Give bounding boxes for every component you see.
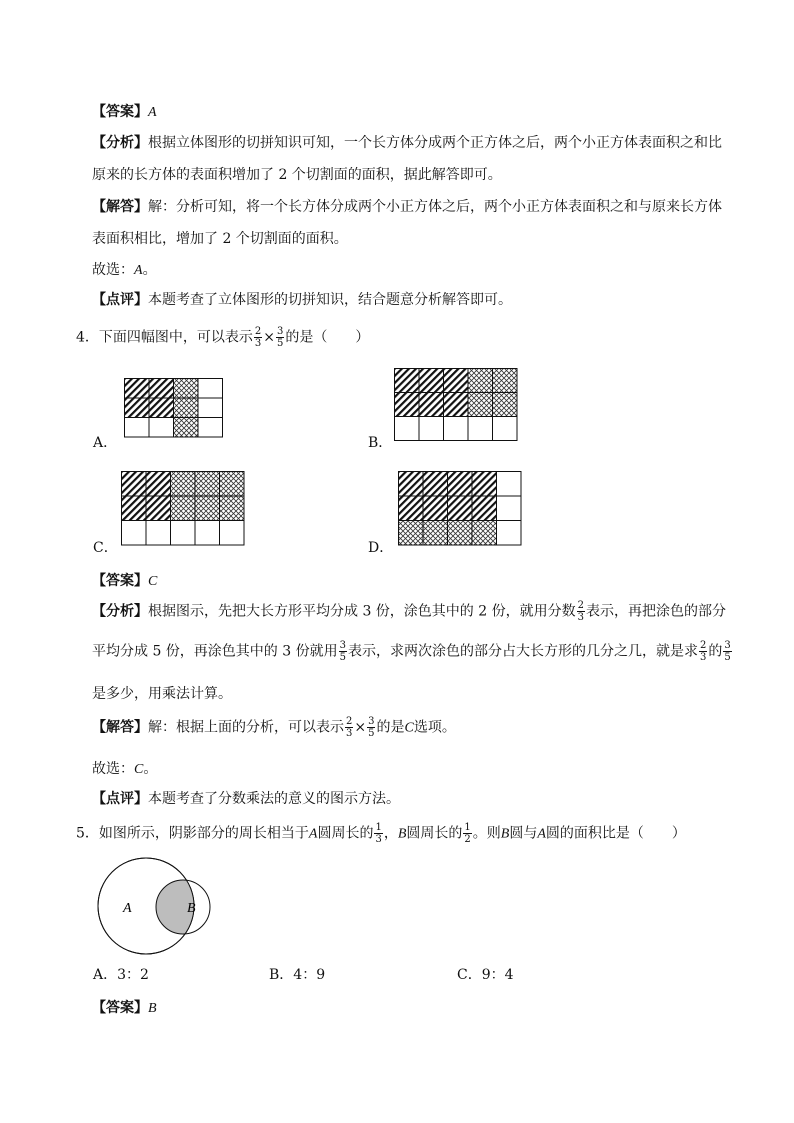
answer-tag: 【答案】 xyxy=(92,1000,148,1016)
fraction-3-5: $\frac{3}{5}$ xyxy=(277,326,284,349)
grid-cell xyxy=(448,496,473,521)
grid-cell xyxy=(174,379,199,399)
grid-cell xyxy=(395,393,420,417)
grid-cell xyxy=(419,417,444,441)
choice-value: A xyxy=(134,263,143,278)
solution-tag: 【解答】 xyxy=(92,199,148,215)
stem-text: 如图所示，阴影部分的周长相当于 xyxy=(98,825,309,842)
answer-tag: 【答案】 xyxy=(92,573,148,589)
letter-b: B xyxy=(397,826,407,842)
analysis-text: 平均分成 5 份，再涂色其中的 3 份就用 xyxy=(92,643,338,660)
grid-cell xyxy=(146,496,171,521)
grid-cell xyxy=(448,521,473,546)
grid-cell xyxy=(497,472,522,497)
grid-cell xyxy=(423,521,448,546)
circle-b-label: B xyxy=(187,901,196,916)
answer-value: C xyxy=(148,574,158,589)
q4-solution xyxy=(92,716,456,739)
grid-cell xyxy=(122,496,147,521)
q5-answer xyxy=(92,997,157,1017)
choice-value: C xyxy=(134,762,144,777)
grid-cell xyxy=(497,496,522,521)
fraction-3-5: $\frac{3}{5}$ xyxy=(724,640,731,663)
times-sign: × xyxy=(263,329,276,346)
grid-cell xyxy=(149,398,174,418)
question-number: 4． xyxy=(76,329,99,346)
grid-cell xyxy=(125,418,150,438)
grid-cell xyxy=(198,418,223,438)
choice-suffix: 。 xyxy=(142,262,157,278)
choice-suffix: 。 xyxy=(143,761,158,777)
q3-comment xyxy=(92,289,512,309)
q3-solution-line1 xyxy=(92,196,722,216)
grid-cell xyxy=(171,496,196,521)
grid-cell xyxy=(122,472,147,497)
q4-analysis-line1 xyxy=(92,600,726,623)
solution-text: 的是 xyxy=(376,719,405,736)
choice-prefix: 故选： xyxy=(92,761,134,777)
option-b-figure xyxy=(394,368,518,442)
stem-text: 圆周长的 xyxy=(406,825,463,842)
stem-text: 圆与 xyxy=(509,825,538,842)
option-d-label[interactable]: D． xyxy=(368,540,394,556)
circle-a-label: A xyxy=(123,901,132,916)
grid-cell xyxy=(220,496,245,521)
question-number: 5． xyxy=(76,825,99,842)
q4-stem xyxy=(76,326,369,349)
fraction-3-5: $\frac{3}{5}$ xyxy=(368,716,375,739)
q5-stem xyxy=(76,822,686,845)
analysis-text: 的 xyxy=(708,643,723,660)
answer-tag: 【答案】 xyxy=(92,104,148,120)
fraction-1-2: $\frac{1}{2}$ xyxy=(464,822,471,845)
grid-cell xyxy=(493,369,518,393)
q3-choice xyxy=(92,259,157,279)
solution-text: 解：根据上面的分析，可以表示 xyxy=(148,719,344,736)
stem-text-end: 的是（ ） xyxy=(285,329,370,346)
grid-cell xyxy=(125,398,150,418)
times-sign: × xyxy=(354,719,367,736)
grid-cell xyxy=(399,496,424,521)
option-c[interactable]: C．9：4 xyxy=(457,967,514,983)
q3-analysis-line1 xyxy=(92,132,722,152)
fraction-2-3: $\frac{2}{3}$ xyxy=(346,716,353,739)
fraction-2-3: $\frac{2}{3}$ xyxy=(254,326,262,349)
stem-text: 下面四幅图中，可以表示 xyxy=(98,329,253,346)
grid-cell xyxy=(468,369,493,393)
grid-cell xyxy=(399,521,424,546)
option-a-figure xyxy=(124,378,224,438)
solution-text: 解：分析可知，将一个长方体分成两个小正方体之后，两个小正方体表面积之和与原来长方体 xyxy=(148,199,722,215)
grid-cell xyxy=(195,472,220,497)
grid-cell xyxy=(423,496,448,521)
grid-cell xyxy=(472,496,497,521)
choice-prefix: 故选： xyxy=(92,262,134,278)
grid-cell xyxy=(493,393,518,417)
option-c-figure xyxy=(121,471,243,545)
q3-answer xyxy=(92,101,157,121)
grid-cell xyxy=(444,369,469,393)
analysis-text: 表示，求两次涂色的部分占大长方形的几分之几，就是求 xyxy=(348,643,698,660)
analysis-tag: 【分析】 xyxy=(92,603,148,620)
grid-cell xyxy=(395,417,420,441)
stem-text: ， xyxy=(383,825,398,842)
grid-cell xyxy=(220,521,245,546)
grid-cell xyxy=(423,472,448,497)
grid-cell xyxy=(497,521,522,546)
option-a-label[interactable]: A． xyxy=(93,435,118,451)
grid-cell xyxy=(444,417,469,441)
q4-choice xyxy=(92,758,157,778)
grid-cell xyxy=(468,393,493,417)
venn-circles-figure xyxy=(96,855,216,957)
solution-text: 选项。 xyxy=(413,719,456,736)
fraction-2-3: $\frac{2}{3}$ xyxy=(577,600,584,623)
grid-cell xyxy=(468,417,493,441)
analysis-text: 根据图示，先把大长方形平均分成 3 份，涂色其中的 2 份，就用分数 xyxy=(148,603,576,620)
analysis-tag: 【分析】 xyxy=(92,135,148,151)
fraction-2-3: $\frac{2}{3}$ xyxy=(700,640,707,663)
grid-cell xyxy=(122,521,147,546)
grid-cell xyxy=(174,418,199,438)
option-d-figure xyxy=(398,471,520,545)
solution-tag: 【解答】 xyxy=(92,719,148,736)
grid-cell xyxy=(493,417,518,441)
grid-cell xyxy=(399,472,424,497)
letter-a: A xyxy=(308,826,318,842)
q4-comment xyxy=(92,788,400,808)
grid-cell xyxy=(198,398,223,418)
option-c-label[interactable]: C． xyxy=(93,540,118,556)
grid-cell xyxy=(171,521,196,546)
grid-cell xyxy=(149,379,174,399)
fraction-3-5: $\frac{3}{5}$ xyxy=(339,640,346,663)
grid-cell xyxy=(174,398,199,418)
grid-cell xyxy=(472,521,497,546)
analysis-text: 根据立体图形的切拼知识可知，一个长方体分成两个正方体之后，两个小正方体表面积之和比 xyxy=(148,135,722,151)
grid-cell xyxy=(448,472,473,497)
analysis-text: 表示，再把涂色的部分 xyxy=(586,603,726,620)
stem-text: 圆的面积比是（ ） xyxy=(545,825,686,842)
answer-value: A xyxy=(148,105,157,120)
fraction-1-3: $\frac{1}{3}$ xyxy=(375,822,382,845)
grid-cell xyxy=(195,496,220,521)
answer-value: B xyxy=(148,1001,157,1016)
option-a[interactable]: A．3：2 xyxy=(93,967,149,983)
grid-cell xyxy=(444,393,469,417)
comment-text: 本题考查了立体图形的切拼知识，结合题意分析解答即可。 xyxy=(148,292,512,308)
grid-cell xyxy=(395,369,420,393)
grid-cell xyxy=(146,521,171,546)
q3-solution-line2: 表面积相比，增加了 2 个切割面的面积。 xyxy=(92,231,348,247)
comment-tag: 【点评】 xyxy=(92,791,148,807)
stem-text: 圆周长的 xyxy=(317,825,374,842)
grid-cell xyxy=(149,418,174,438)
grid-cell xyxy=(146,472,171,497)
letter-b: B xyxy=(500,826,510,842)
grid-cell xyxy=(419,393,444,417)
q4-analysis-line3: 是多少，用乘法计算。 xyxy=(92,686,232,702)
solution-letter: C xyxy=(404,720,414,736)
q4-answer xyxy=(92,570,157,590)
grid-cell xyxy=(171,472,196,497)
grid-cell xyxy=(198,379,223,399)
grid-cell xyxy=(195,521,220,546)
stem-text: 。则 xyxy=(472,825,501,842)
option-b[interactable]: B．4：9 xyxy=(269,967,326,983)
comment-text: 本题考查了分数乘法的意义的图示方法。 xyxy=(148,791,400,807)
grid-cell xyxy=(220,472,245,497)
grid-cell xyxy=(125,379,150,399)
comment-tag: 【点评】 xyxy=(92,292,148,308)
grid-cell xyxy=(419,369,444,393)
letter-a: A xyxy=(537,826,546,842)
option-b-label[interactable]: B． xyxy=(368,435,393,451)
q4-analysis-line2 xyxy=(92,640,733,663)
grid-cell xyxy=(472,472,497,497)
q3-analysis-line2: 原来的长方体的表面积增加了 2 个切割面的面积，据此解答即可。 xyxy=(92,167,502,183)
